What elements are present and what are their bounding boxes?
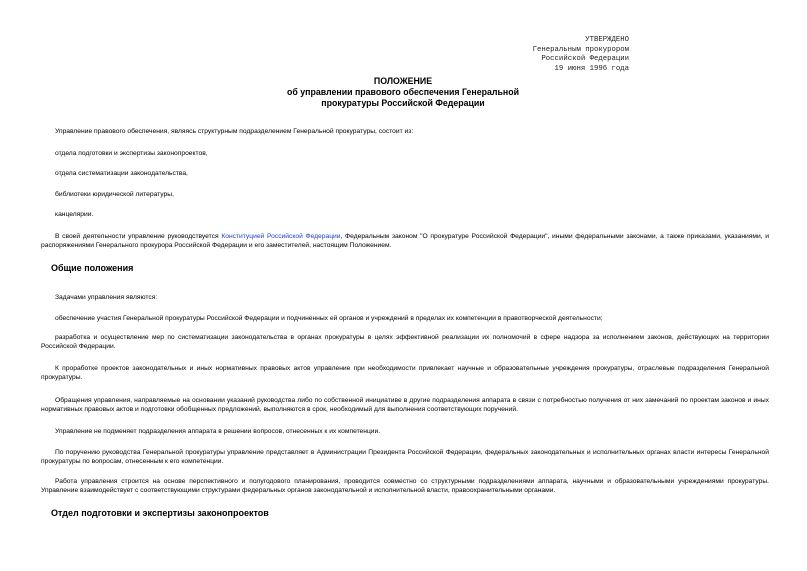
approval-stamp	[479, 36, 629, 74]
approval-line: Генеральным прокурором	[532, 45, 629, 54]
list-item: отдела систематизации законодательства,	[55, 170, 188, 177]
paragraph-text: , Федеральным законом "О прокуратуре Российской Федерации", иными федеральными законами, а также приказами, указаниями, и распоряжениями Генерального прокурора Российской Федерации и его заместителей, настоящим Положением.	[41, 233, 769, 250]
paragraph-text: В своей деятельности управление руководствуется	[55, 233, 222, 240]
constitution-link[interactable]: Конституцией Российской Федерации	[221, 233, 341, 240]
section-heading-general: Общие положения	[51, 263, 134, 273]
paragraph: обеспечение участия Генеральной прокуратуры Российской Федерации и подчиненных ей органов и учреждений в пределах их компетенции в правотворческой деятельности;	[55, 315, 603, 322]
approval-line: УТВЕРЖДЕНО	[585, 36, 629, 44]
intro-paragraph: Управление правового обеспечения, являясь структурным подразделением Генеральной прокуратуры, состоит из:	[55, 128, 414, 135]
paragraph: По поручению руководства Генеральной прокуратуры управление представляет в Администрации Президента Российской Федерации, федеральных законодательных и исполнительных органах власти интересы Генеральной прокуратуры по вопросам, отнесенным к его компетенции.	[41, 449, 769, 466]
title-line: об управлении правового обеспечения Генеральной	[287, 87, 519, 97]
paragraph: К проработке проектов законодательных и иных нормативных правовых актов управление при необходимости привлекает научные и образовательные учреждения прокуратуры, отраслевые подразделения Генеральной прокуратуры.	[41, 365, 769, 382]
paragraph: Задачами управления являются:	[55, 294, 158, 301]
paragraph: Работа управления строится на основе перспективного и полугодового планирования, проводится совместно со структурными подразделениями аппарата, научными и образовательными учреждениями прокуратуры. Управление взаимодействует с соответствующими структурами федеральных органов законодательной и исполнительной власти, правоохранительными органами.	[41, 478, 769, 495]
list-item: канцелярии.	[55, 211, 94, 218]
approval-line: Российской Федерации	[541, 55, 629, 64]
list-item: отдела подготовки и экспертизы законопроектов,	[55, 150, 208, 157]
document-title	[200, 76, 606, 109]
paragraph: Управление не подменяет подразделения аппарата в решении вопросов, отнесенных к их компетенции.	[55, 428, 381, 435]
paragraph: разработка и осуществление мер по систематизации законодательства в органах прокуратуры в целях эффективной реализации их полномочий в сфере надзора за исполнением законов, действующих на территории Российской Федерации.	[41, 334, 769, 351]
legal-basis-paragraph	[41, 232, 769, 250]
title-line: прокуратуры Российской Федерации	[321, 98, 485, 108]
paragraph: Обращения управления, направляемые на основании указаний руководства либо по собственной инициативе в другие подразделения аппарата в связи с потребностью получения от них замечаний по проектам законов и иных нормативных правовых актов и подготовки обобщенных предложений, выполняются в срок, необходимый для выполнения соответствующих поручений.	[41, 397, 769, 414]
title-line: ПОЛОЖЕНИЕ	[373, 76, 433, 86]
section-heading-department: Отдел подготовки и экспертизы законопроектов	[51, 508, 269, 518]
approval-date: 19 июня 1996 года	[554, 64, 629, 73]
list-item: библиотеки юридической литературы,	[55, 191, 174, 198]
